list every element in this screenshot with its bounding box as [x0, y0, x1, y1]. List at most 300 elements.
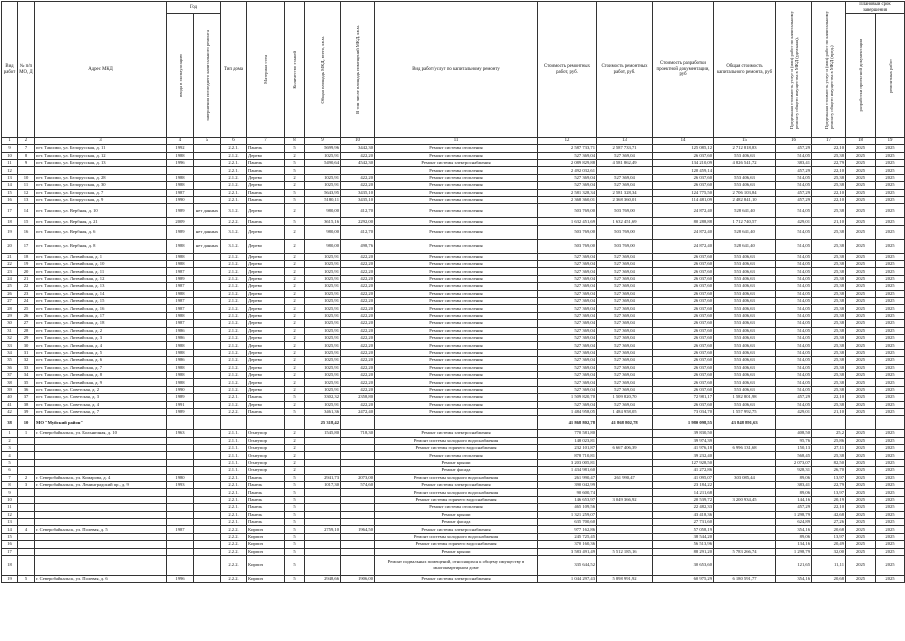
- table-cell: 514,05: [776, 335, 812, 342]
- table-cell: [35, 504, 167, 511]
- table-cell: [714, 489, 776, 496]
- table-cell: 2: [285, 452, 305, 459]
- column-number-row: [2, 138, 905, 145]
- table-cell: Ремонт системы отопления: [375, 504, 538, 511]
- table-cell: 527 369,04: [538, 290, 597, 297]
- table-cell: Ремонт системы холодного водоснабжения: [375, 437, 538, 444]
- table-cell: 2025: [846, 467, 876, 474]
- column-number: 8: [285, 138, 305, 145]
- table-cell: 37: [18, 394, 35, 401]
- table-cell: 6: [2, 467, 18, 474]
- table-row: [2, 518, 905, 525]
- table-cell: 412,70: [341, 225, 375, 239]
- table-cell: 527 369,04: [538, 174, 597, 181]
- table-cell: 1025,91: [305, 182, 341, 189]
- table-cell: 22,79: [812, 159, 846, 166]
- table-cell: 514,05: [776, 261, 812, 268]
- table-cell: [35, 489, 167, 496]
- table-cell: 514,05: [776, 182, 812, 189]
- table-cell: 2025: [876, 489, 905, 496]
- column-number: 18: [846, 138, 876, 145]
- table-cell: 25 318,42: [305, 416, 341, 430]
- table-row: [2, 174, 905, 181]
- table-cell: пгт. Таксимо, ул. Литвийская, д. 8: [35, 371, 167, 378]
- table-cell: 2025: [876, 312, 905, 319]
- header-wall-material: Материал стен: [247, 2, 285, 138]
- table-cell: 2025: [876, 349, 905, 356]
- table-cell: 26 037,60: [653, 364, 714, 371]
- table-cell: Ремонт системы электроснабжения: [375, 575, 538, 582]
- table-cell: 1989: [167, 408, 194, 415]
- table-cell: 1988: [167, 379, 194, 386]
- table-cell: Огнеупор: [247, 459, 285, 466]
- table-cell: 2025: [876, 159, 905, 166]
- table-cell: 10: [18, 174, 35, 181]
- table-cell: [597, 555, 653, 575]
- table-cell: 26 037,60: [653, 342, 714, 349]
- table-cell: 1025,91: [305, 290, 341, 297]
- table-cell: [194, 152, 221, 159]
- table-cell: Панель: [247, 189, 285, 196]
- table-cell: [194, 541, 221, 548]
- table-cell: 1989: [167, 204, 194, 218]
- table-cell: 25,86: [812, 437, 846, 444]
- table-cell: пгт. Таксимо, ул. Вербная, д. 21: [35, 218, 167, 225]
- table-cell: Ремонт системы отопления: [375, 408, 538, 415]
- table-cell: 2025: [876, 174, 905, 181]
- table-cell: [194, 416, 221, 430]
- table-cell: 2 368 360,01: [597, 196, 653, 203]
- table-cell: 25,38: [812, 298, 846, 305]
- table-cell: 514,05: [776, 298, 812, 305]
- table-cell: 56 513,96: [653, 541, 714, 548]
- table-cell: 2: [285, 152, 305, 159]
- table-cell: 2025: [846, 459, 876, 466]
- table-cell: [35, 467, 167, 474]
- table-cell: 2025: [846, 437, 876, 444]
- table-cell: 95,76: [776, 437, 812, 444]
- table-cell: 20: [18, 268, 35, 275]
- table-cell: 2009: [167, 218, 194, 225]
- table-cell: 2.2.2.: [221, 218, 247, 225]
- table-cell: Ремонт системы отопления: [375, 327, 538, 334]
- table-cell: 1025,91: [305, 275, 341, 282]
- table-row: [2, 482, 905, 489]
- table-cell: [714, 452, 776, 459]
- column-number: 5: [194, 138, 221, 145]
- table-cell: 27 731,60: [653, 518, 714, 525]
- table-cell: 30: [2, 320, 18, 327]
- table-cell: 22: [18, 283, 35, 290]
- table-cell: 2025: [876, 445, 905, 452]
- table-row: [2, 268, 905, 275]
- table-cell: 29: [2, 312, 18, 319]
- table-cell: [776, 416, 812, 430]
- table-cell: 26 037,60: [653, 253, 714, 260]
- table-cell: 2025: [876, 305, 905, 312]
- table-cell: пгт. Таксимо, ул. Белорусская, д. 13: [35, 159, 167, 166]
- table-cell: 527 369,04: [597, 379, 653, 386]
- table-cell: 422,20: [341, 152, 375, 159]
- table-cell: [305, 167, 341, 174]
- table-cell: 2025: [846, 189, 876, 196]
- table-cell: 429,01: [776, 408, 812, 415]
- table-cell: 26 037,60: [653, 386, 714, 393]
- table-cell: [194, 548, 221, 555]
- table-cell: 39: [2, 386, 18, 393]
- table-cell: Ремонт системы отопления: [375, 239, 538, 253]
- table-cell: 2: [285, 261, 305, 268]
- header-last-repair-year: завершения последнего капитального ремонта: [194, 14, 221, 138]
- table-cell: 1025,91: [305, 174, 341, 181]
- table-cell: 553 406,63: [714, 364, 776, 371]
- table-cell: 38: [2, 379, 18, 386]
- header-work-type: Вид работ: [2, 2, 18, 138]
- table-cell: [18, 167, 35, 174]
- table-row: [2, 445, 905, 452]
- table-cell: 73 034,70: [653, 408, 714, 415]
- column-number: 14: [653, 138, 714, 145]
- header-year-group: Год: [167, 2, 221, 14]
- table-cell: [305, 504, 341, 511]
- table-cell: 1988: [167, 239, 194, 253]
- table-cell: 1987: [167, 283, 194, 290]
- table-cell: 25,38: [812, 335, 846, 342]
- table-cell: 2025: [876, 167, 905, 174]
- table-cell: 2025: [846, 548, 876, 555]
- table-cell: [305, 533, 341, 540]
- table-cell: 24 872,40: [653, 204, 714, 218]
- table-cell: Ремонт системы электроснабжения: [375, 526, 538, 533]
- table-cell: 503 769,00: [597, 225, 653, 239]
- table-cell: 1990: [167, 196, 194, 203]
- table-cell: Ремонт системы электроснабжения: [375, 430, 538, 437]
- table-cell: 11,11: [812, 555, 846, 575]
- table-cell: Дерево: [247, 268, 285, 275]
- table-cell: 25,38: [812, 290, 846, 297]
- table-cell: 527 369,04: [597, 182, 653, 189]
- table-cell: 80 288,88: [653, 218, 714, 225]
- table-cell: Дерево: [247, 305, 285, 312]
- table-cell: Дерево: [247, 379, 285, 386]
- table-cell: [18, 533, 35, 540]
- table-cell: 21,10: [812, 408, 846, 415]
- table-cell: 5: [285, 145, 305, 152]
- table-row: [2, 555, 905, 575]
- table-cell: 245 725,45: [538, 533, 597, 540]
- table-cell: 527 369,04: [597, 290, 653, 297]
- table-cell: 26 037,60: [653, 357, 714, 364]
- table-cell: 15: [2, 533, 18, 540]
- table-cell: Ремонт системы горячего водоснабжения: [375, 445, 538, 452]
- table-cell: г. Северобайкальск, ул. Комарова, д. 4: [35, 474, 167, 481]
- table-cell: [194, 496, 221, 503]
- table-cell: 553 406,63: [714, 342, 776, 349]
- table-cell: 1986: [167, 357, 194, 364]
- table-cell: 553 406,63: [714, 349, 776, 356]
- column-number: 13: [597, 138, 653, 145]
- table-cell: 26 037,60: [653, 275, 714, 282]
- table-cell: Панель: [247, 511, 285, 518]
- table-cell: 38: [18, 401, 35, 408]
- table-row: [2, 504, 905, 511]
- table-cell: 2025: [876, 526, 905, 533]
- table-cell: 5: [285, 526, 305, 533]
- table-cell: 41 095,07: [653, 474, 714, 481]
- table-cell: 527 369,04: [597, 174, 653, 181]
- table-cell: 527 369,04: [597, 364, 653, 371]
- table-cell: 5 783 266,74: [714, 548, 776, 555]
- table-cell: 148 023,81: [538, 437, 597, 444]
- table-row: [2, 452, 905, 459]
- table-cell: 5: [285, 394, 305, 401]
- table-cell: 553 406,63: [714, 290, 776, 297]
- table-cell: 412,70: [341, 204, 375, 218]
- table-cell: Дерево: [247, 371, 285, 378]
- table-cell: 41 976,18: [653, 445, 714, 452]
- table-cell: [812, 416, 846, 430]
- table-cell: [167, 548, 194, 555]
- table-cell: 12: [18, 189, 35, 196]
- table-cell: [35, 518, 167, 525]
- table-cell: 5: [18, 575, 35, 582]
- table-cell: 1986: [167, 327, 194, 334]
- table-row: [2, 541, 905, 548]
- table-cell: 1906,00: [341, 575, 375, 582]
- table-cell: [305, 467, 341, 474]
- table-cell: Дерево: [247, 401, 285, 408]
- table-cell: 1025,91: [305, 327, 341, 334]
- table-cell: Дерево: [247, 290, 285, 297]
- table-cell: 2941,73: [305, 474, 341, 481]
- table-cell: Дерево: [247, 357, 285, 364]
- table-cell: 89,06: [776, 474, 812, 481]
- table-cell: [167, 496, 194, 503]
- table-cell: 16: [18, 225, 35, 239]
- table-cell: [305, 437, 341, 444]
- table-cell: 2025: [846, 218, 876, 225]
- table-cell: 2025: [876, 541, 905, 548]
- table-cell: Ремонт системы отопления: [375, 452, 538, 459]
- table-cell: г. Северобайкальск, ул. Ленинградский пр., д. 9: [35, 482, 167, 489]
- table-cell: [18, 489, 35, 496]
- table-cell: 2025: [876, 145, 905, 152]
- table-cell: 527 369,04: [538, 349, 597, 356]
- table-cell: 2: [285, 349, 305, 356]
- table-cell: 2292,00: [341, 218, 375, 225]
- table-cell: 2025: [876, 327, 905, 334]
- table-cell: 1991: [167, 401, 194, 408]
- table-row: [2, 290, 905, 297]
- table-cell: 3: [2, 445, 18, 452]
- table-cell: 25,38: [812, 305, 846, 312]
- table-cell: 25,38: [812, 452, 846, 459]
- table-cell: 1025,91: [305, 268, 341, 275]
- table-cell: 527 369,04: [538, 386, 597, 393]
- table-cell: 124 775,50: [653, 189, 714, 196]
- table-cell: 2 581 328,34: [597, 189, 653, 196]
- table-cell: 27,26: [812, 518, 846, 525]
- table-row: [2, 159, 905, 166]
- table-cell: [167, 467, 194, 474]
- table-cell: 2025: [846, 575, 876, 582]
- table-cell: пгт. Таксимо, ул. Литвийская, д. 17: [35, 312, 167, 319]
- table-cell: 2.1.2.: [221, 379, 247, 386]
- table-cell: Панель: [247, 159, 285, 166]
- table-cell: Дерево: [247, 239, 285, 253]
- table-cell: 2.2.2.: [221, 526, 247, 533]
- table-cell: [35, 437, 167, 444]
- table-cell: 2 089 829,88: [538, 159, 597, 166]
- table-cell: 2025: [846, 533, 876, 540]
- table-cell: 527 369,04: [597, 253, 653, 260]
- table-cell: 624,89: [776, 518, 812, 525]
- table-cell: 2025: [876, 371, 905, 378]
- table-cell: 3302,32: [305, 394, 341, 401]
- table-cell: 568,45: [776, 452, 812, 459]
- table-cell: 422,20: [341, 320, 375, 327]
- table-cell: 2025: [846, 204, 876, 218]
- table-cell: 2.2.2.: [221, 408, 247, 415]
- table-row: [2, 357, 905, 364]
- table-cell: Панель: [247, 394, 285, 401]
- table-cell: 422,20: [341, 401, 375, 408]
- table-cell: 2025: [876, 275, 905, 282]
- table-cell: 22,10: [812, 189, 846, 196]
- table-cell: [597, 489, 653, 496]
- table-cell: 2.1.2.: [221, 261, 247, 268]
- table-cell: 25,38: [812, 283, 846, 290]
- table-cell: [714, 437, 776, 444]
- table-cell: [714, 167, 776, 174]
- table-cell: 10: [2, 152, 18, 159]
- table-cell: 26 037,60: [653, 182, 714, 189]
- table-cell: 21: [18, 275, 35, 282]
- table-cell: 2 581 328,34: [538, 189, 597, 196]
- table-cell: 1 509 820,70: [538, 394, 597, 401]
- table-cell: 2: [285, 268, 305, 275]
- table-cell: 5 512 185,16: [597, 548, 653, 555]
- table-cell: [194, 305, 221, 312]
- table-row: [2, 401, 905, 408]
- table-cell: 28: [2, 305, 18, 312]
- table-cell: 27,11: [812, 445, 846, 452]
- table-cell: 2025: [846, 379, 876, 386]
- header-total-cost: Общая стоимость капитального ремонта, руб: [714, 2, 776, 138]
- table-cell: 1987: [167, 320, 194, 327]
- table-cell: 89,06: [776, 489, 812, 496]
- table-row: [2, 379, 905, 386]
- table-cell: 422,20: [341, 364, 375, 371]
- table-cell: 2025: [876, 386, 905, 393]
- table-cell: Огнеупор: [247, 467, 285, 474]
- table-cell: 553 406,63: [714, 174, 776, 181]
- table-cell: 39 974,39: [653, 437, 714, 444]
- table-cell: [846, 416, 876, 430]
- table-cell: [194, 268, 221, 275]
- repair-plan-table: [1, 1, 905, 583]
- table-cell: 3 200 934,45: [714, 496, 776, 503]
- table-cell: 2: [18, 474, 35, 481]
- table-cell: 553 406,63: [714, 305, 776, 312]
- table-cell: [247, 416, 285, 430]
- table-row: [2, 182, 905, 189]
- table-row: [2, 526, 905, 533]
- table-cell: 2025: [876, 394, 905, 401]
- table-cell: [714, 459, 776, 466]
- table-cell: 1964,50: [341, 526, 375, 533]
- table-cell: 1992: [167, 145, 194, 152]
- table-cell: 1 044 297,43: [538, 575, 597, 582]
- table-cell: 1987: [167, 298, 194, 305]
- table-cell: [194, 575, 221, 582]
- table-cell: 60 975,29: [653, 575, 714, 582]
- table-cell: 26 037,60: [653, 327, 714, 334]
- table-cell: 2025: [876, 408, 905, 415]
- table-cell: 422,20: [341, 253, 375, 260]
- table-cell: 2025: [876, 511, 905, 518]
- table-cell: [194, 189, 221, 196]
- table-cell: [285, 416, 305, 430]
- table-cell: 354,16: [776, 575, 812, 582]
- table-cell: 1025,91: [305, 283, 341, 290]
- table-cell: [714, 555, 776, 575]
- table-cell: 2025: [846, 268, 876, 275]
- table-cell: 553 406,63: [714, 268, 776, 275]
- table-cell: 1025,91: [305, 298, 341, 305]
- table-cell: 25,38: [812, 320, 846, 327]
- table-cell: 1988: [167, 342, 194, 349]
- table-cell: Ремонт системы холодного водоснабжения: [375, 533, 538, 540]
- table-cell: 429,01: [776, 218, 812, 225]
- table-cell: 134 210,09: [653, 159, 714, 166]
- table-cell: 28: [18, 327, 35, 334]
- table-cell: 2025: [876, 379, 905, 386]
- table-cell: 2: [285, 290, 305, 297]
- table-cell: 2.1.1.: [221, 452, 247, 459]
- table-cell: [341, 452, 375, 459]
- table-cell: Кирпич: [247, 548, 285, 555]
- table-cell: пгт. Таксимо, ул. Литвийская, д. 14: [35, 290, 167, 297]
- table-cell: Ремонт системы отопления: [375, 312, 538, 319]
- table-cell: 528 641,40: [714, 239, 776, 253]
- table-cell: 26 037,60: [653, 152, 714, 159]
- table-cell: 422,20: [341, 371, 375, 378]
- table-cell: [35, 541, 167, 548]
- table-cell: пгт. Таксимо, ул. Литвийская, д. 6: [35, 357, 167, 364]
- table-cell: [341, 548, 375, 555]
- table-cell: [167, 459, 194, 466]
- table-cell: 2025: [846, 305, 876, 312]
- column-number: 2: [18, 138, 35, 145]
- table-cell: 2: [285, 283, 305, 290]
- table-cell: 514,05: [776, 152, 812, 159]
- table-cell: Дерево: [247, 312, 285, 319]
- table-cell: 527 369,04: [538, 253, 597, 260]
- table-cell: пгт. Таксимо, ул. Белорусская, д. 28: [35, 174, 167, 181]
- table-cell: 3615,16: [305, 218, 341, 225]
- table-cell: 1988: [167, 253, 194, 260]
- table-cell: 2.2.1.: [221, 159, 247, 166]
- table-cell: 25,38: [812, 225, 846, 239]
- column-numbers-row: [2, 138, 905, 145]
- table-cell: 5: [285, 496, 305, 503]
- table-cell: [167, 555, 194, 575]
- table-cell: пгт. Таксимо, ул. Вербная, д. 6: [35, 225, 167, 239]
- table-cell: [341, 541, 375, 548]
- table-cell: 2025: [846, 489, 876, 496]
- table-cell: 408,50: [776, 430, 812, 437]
